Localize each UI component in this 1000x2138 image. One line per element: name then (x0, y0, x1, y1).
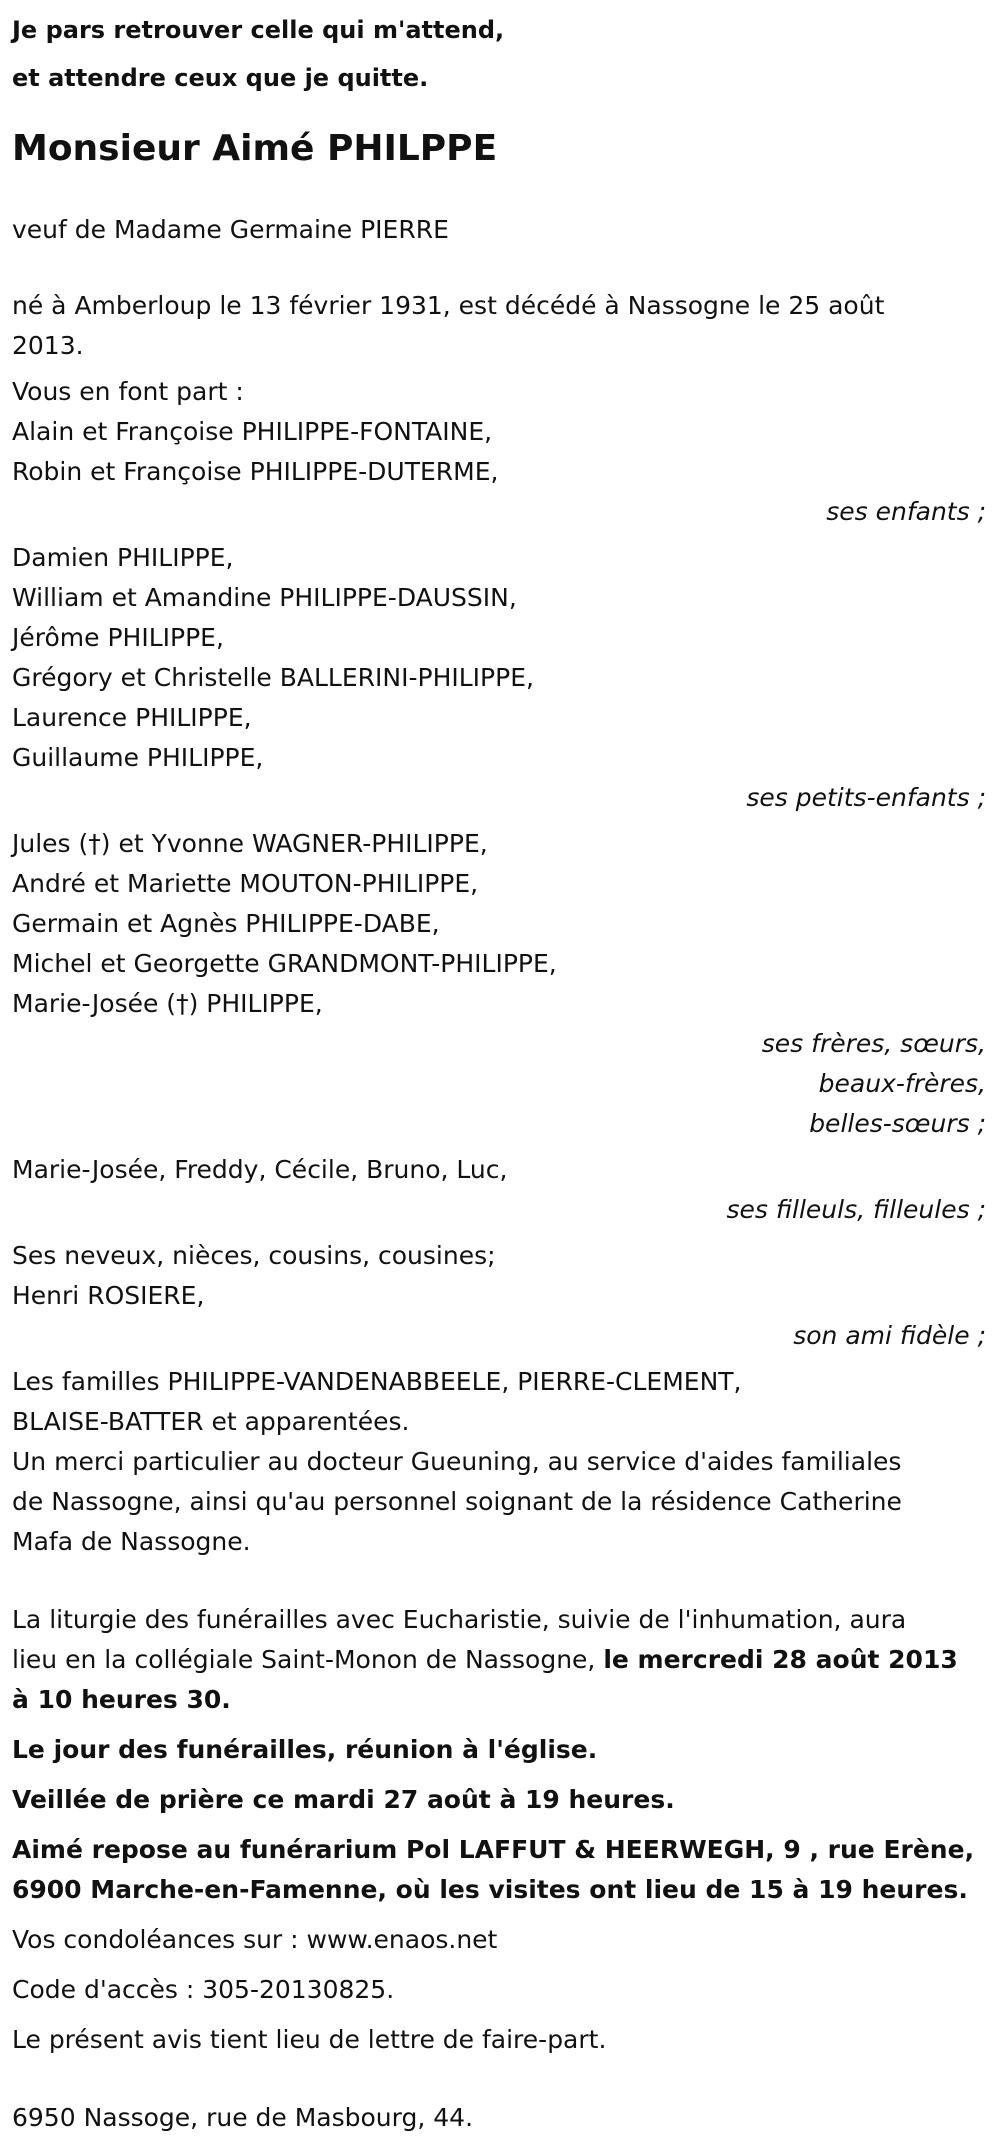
grandchild-name: Jérôme PHILIPPE, (12, 623, 224, 652)
families (12, 1362, 988, 1442)
announcers (12, 372, 988, 1562)
birth-death (12, 286, 988, 366)
funeral-home-line: Aimé repose au funérarium Pol LAFFUT & HEERWEGH, 9 , rue Erène, (12, 1835, 975, 1864)
role-label: belles-sœurs ; (809, 1109, 986, 1138)
sibling-name: Germain et Agnès PHILIPPE-DABE, (12, 909, 440, 938)
access-code: Code d'accès : 305-20130825. (12, 1975, 395, 2004)
funeral-home-line: 6900 Marche-en-Famenne, où les visites ont lieu de 15 à 19 heures. (12, 1875, 968, 1904)
child-name: Alain et Françoise PHILIPPE-FONTAINE, (12, 417, 493, 446)
address-text: 6950 Nassoge, rue de Masbourg, 44. (12, 2103, 474, 2132)
meeting-text: Le jour des funérailles, réunion à l'église. (12, 1735, 598, 1764)
liturgy (12, 1600, 988, 1720)
thanks-line: Un merci particulier au docteur Gueuning, au service d'aides familiales (12, 1447, 902, 1476)
vigil-text: Veillée de prière ce mardi 27 août à 19 heures. (12, 1785, 675, 1814)
sibling-name: André et Mariette MOUTON-PHILIPPE, (12, 869, 479, 898)
role-label: beaux-frères, (818, 1069, 986, 1098)
grandchild-name: Damien PHILIPPE, (12, 543, 234, 572)
grandchildren-group (12, 538, 988, 818)
liturgy-place: lieu en la collégiale Saint-Monon de Nassogne, (12, 1645, 604, 1674)
birth-death-line: né à Amberloup le 13 février 1931, est décédé à Nassogne le 25 août (12, 291, 885, 320)
obituary-page (0, 6, 1000, 2132)
role-label: ses filleuls, filleules ; (726, 1195, 986, 1224)
role-label: ses frères, sœurs, (761, 1029, 986, 1058)
thanks-line: de Nassogne, ainsi qu'au personnel soignant de la résidence Catherine (12, 1487, 902, 1516)
thanks (12, 1442, 988, 1562)
grandchild-name: William et Amandine PHILIPPE-DAUSSIN, (12, 583, 517, 612)
sibling-name: Marie-Josée (†) PHILIPPE, (12, 989, 323, 1018)
child-name: Robin et Françoise PHILIPPE-DUTERME, (12, 457, 499, 486)
godchildren-group (12, 1150, 988, 1230)
condolences-text: Vos condoléances sur : www.enaos.net (12, 1925, 498, 1954)
deceased-name: Monsieur Aimé PHILPPE (12, 128, 498, 169)
grandchild-name: Laurence PHILIPPE, (12, 703, 252, 732)
intro-text: Vous en font part : (12, 377, 244, 406)
epigraph-line: Je pars retrouver celle qui m'attend, (12, 16, 505, 44)
liturgy-time: à 10 heures 30. (12, 1685, 231, 1714)
notice-text: Le présent avis tient lieu de lettre de faire-part. (12, 2025, 607, 2054)
children-group (12, 412, 988, 532)
families-line: Les familles PHILIPPE-VANDENABBEELE, PIERRE-CLEMENT, (12, 1367, 742, 1396)
families-line: BLAISE-BATTER et apparentées. (12, 1407, 410, 1436)
grandchild-name: Grégory et Christelle BALLERINI-PHILIPPE, (12, 663, 534, 692)
godchild-names: Marie-Josée, Freddy, Cécile, Bruno, Luc, (12, 1155, 508, 1184)
liturgy-line: La liturgie des funérailles avec Eucharistie, suivie de l'inhumation, aura (12, 1605, 907, 1634)
spouse-line (12, 210, 988, 250)
grandchild-name: Guillaume PHILIPPE, (12, 743, 264, 772)
sibling-name: Michel et Georgette GRANDMONT-PHILIPPE, (12, 949, 557, 978)
relatives-text: Ses neveux, nièces, cousins, cousines; (12, 1241, 496, 1270)
liturgy-line (12, 1640, 988, 1680)
birth-death-line: 2013. (12, 331, 84, 360)
address (12, 2098, 988, 2138)
role-label: son ami fidèle ; (793, 1321, 986, 1350)
liturgy-date: le mercredi 28 août 2013 (603, 1645, 958, 1674)
siblings-group (12, 824, 988, 1144)
friend-name: Henri ROSIERE, (12, 1281, 205, 1310)
epigraph (12, 6, 988, 102)
thanks-line: Mafa de Nassogne. (12, 1527, 251, 1556)
sibling-name: Jules (†) et Yvonne WAGNER-PHILIPPE, (12, 829, 488, 858)
role-label: ses enfants ; (826, 497, 986, 526)
role-label: ses petits-enfants ; (746, 783, 986, 812)
spouse-text: veuf de Madame Germaine PIERRE (12, 215, 449, 244)
friend-group (12, 1236, 988, 1356)
practical-info (12, 1730, 988, 2060)
epigraph-line: et attendre ceux que je quitte. (12, 64, 429, 92)
